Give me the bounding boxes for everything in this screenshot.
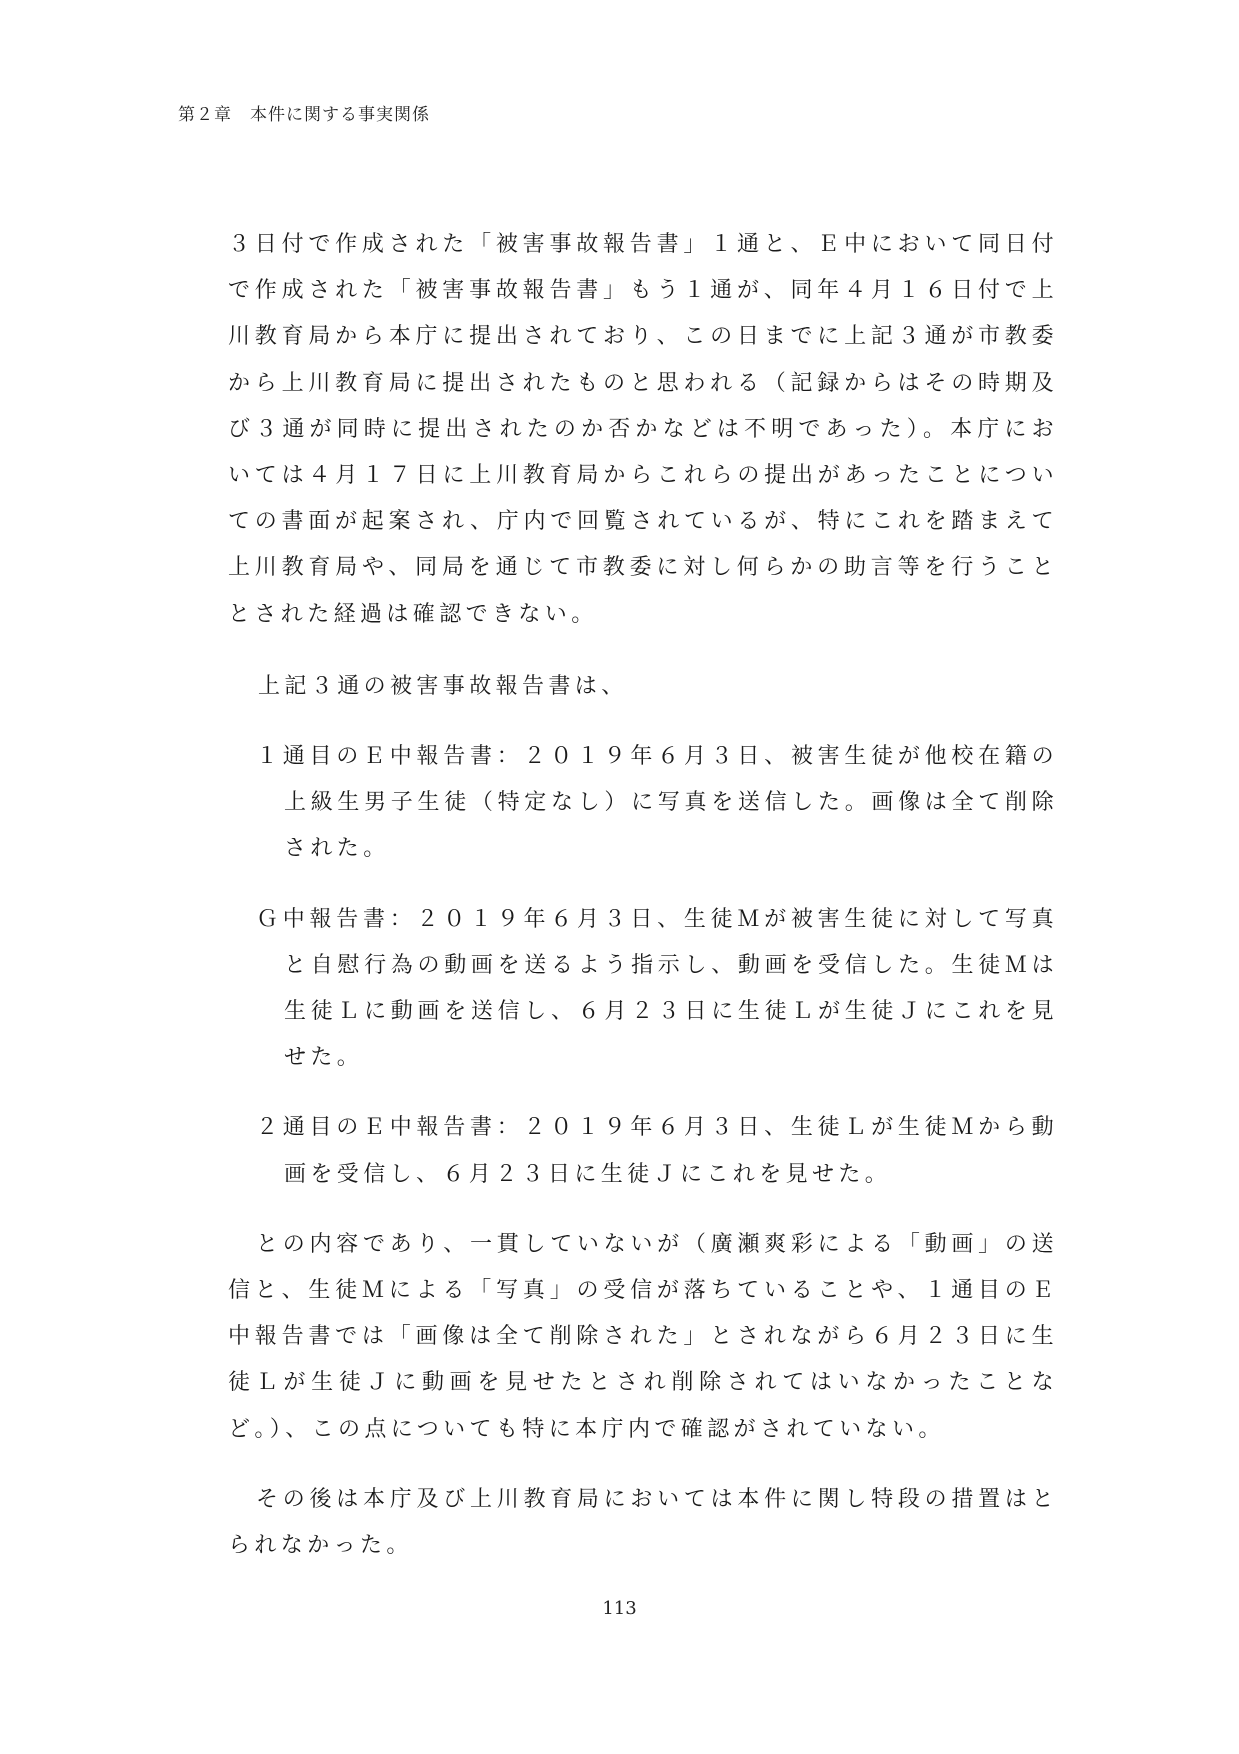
body-text bbox=[228, 222, 1058, 1569]
paragraph-report-submission: ３日付で作成された「被害事故報告書」１通と、Ｅ中において同日付で作成された「被害事故報告書」もう１通が、同年４月１６日付で上川教育局から本庁に提出されており、この日までに上記３通が市教委から上川教育局に提出されたものと思われる（記録からはその時期及び３通が同時に提出されたのか否かなどは不明であった）。本庁においては４月１７日に上川教育局からこれらの提出があったことについての書面が起案され、庁内で回覧されているが、特にこれを踏まえて上川教育局や、同局を通じて市教委に対し何らかの助言等を行うこととされた経過は確認できない。 bbox=[228, 232, 1058, 627]
chapter-header: 第２章 本件に関する事実関係 bbox=[178, 105, 430, 125]
list-item-e-second-report: ２通目のＥ中報告書：２０１９年６月３日、生徒Ｌが生徒Ｍから動画を受信し、６月２３日に生徒Ｊにこれを見せた。 bbox=[256, 1115, 1058, 1187]
paragraph-no-measures: その後は本庁及び上川教育局においては本件に関し特段の措置はとられなかった。 bbox=[228, 1486, 1058, 1559]
list-item-g-report: Ｇ中報告書：２０１９年６月３日、生徒Ｍが被害生徒に対して写真と自慰行為の動画を送るよう指示し、動画を受信した。生徒Ｍは生徒Ｌに動画を送信し、６月２３日に生徒Ｌが生徒Ｊにこれを見せた。 bbox=[256, 906, 1058, 1071]
paragraph-inconsistency: との内容であり、一貫していないが（廣瀬爽彩による「動画」の送信と、生徒Ｍによる「写真」の受信が落ちていることや、１通目のＥ中報告書では「画像は全て削除された」とされながら６月２３日に生徒Ｌが生徒Ｊに動画を見せたとされ削除されてはいなかったことなど。）、この点についても特に本庁内で確認がされていない。 bbox=[228, 1231, 1058, 1442]
list-item-e-first-report: １通目のＥ中報告書：２０１９年６月３日、被害生徒が他校在籍の上級生男子生徒（特定なし）に写真を送信した。画像は全て削除された。 bbox=[256, 744, 1058, 862]
paragraph-reports-intro: 上記３通の被害事故報告書は、 bbox=[258, 673, 628, 699]
page-number: 113 bbox=[602, 1598, 637, 1619]
